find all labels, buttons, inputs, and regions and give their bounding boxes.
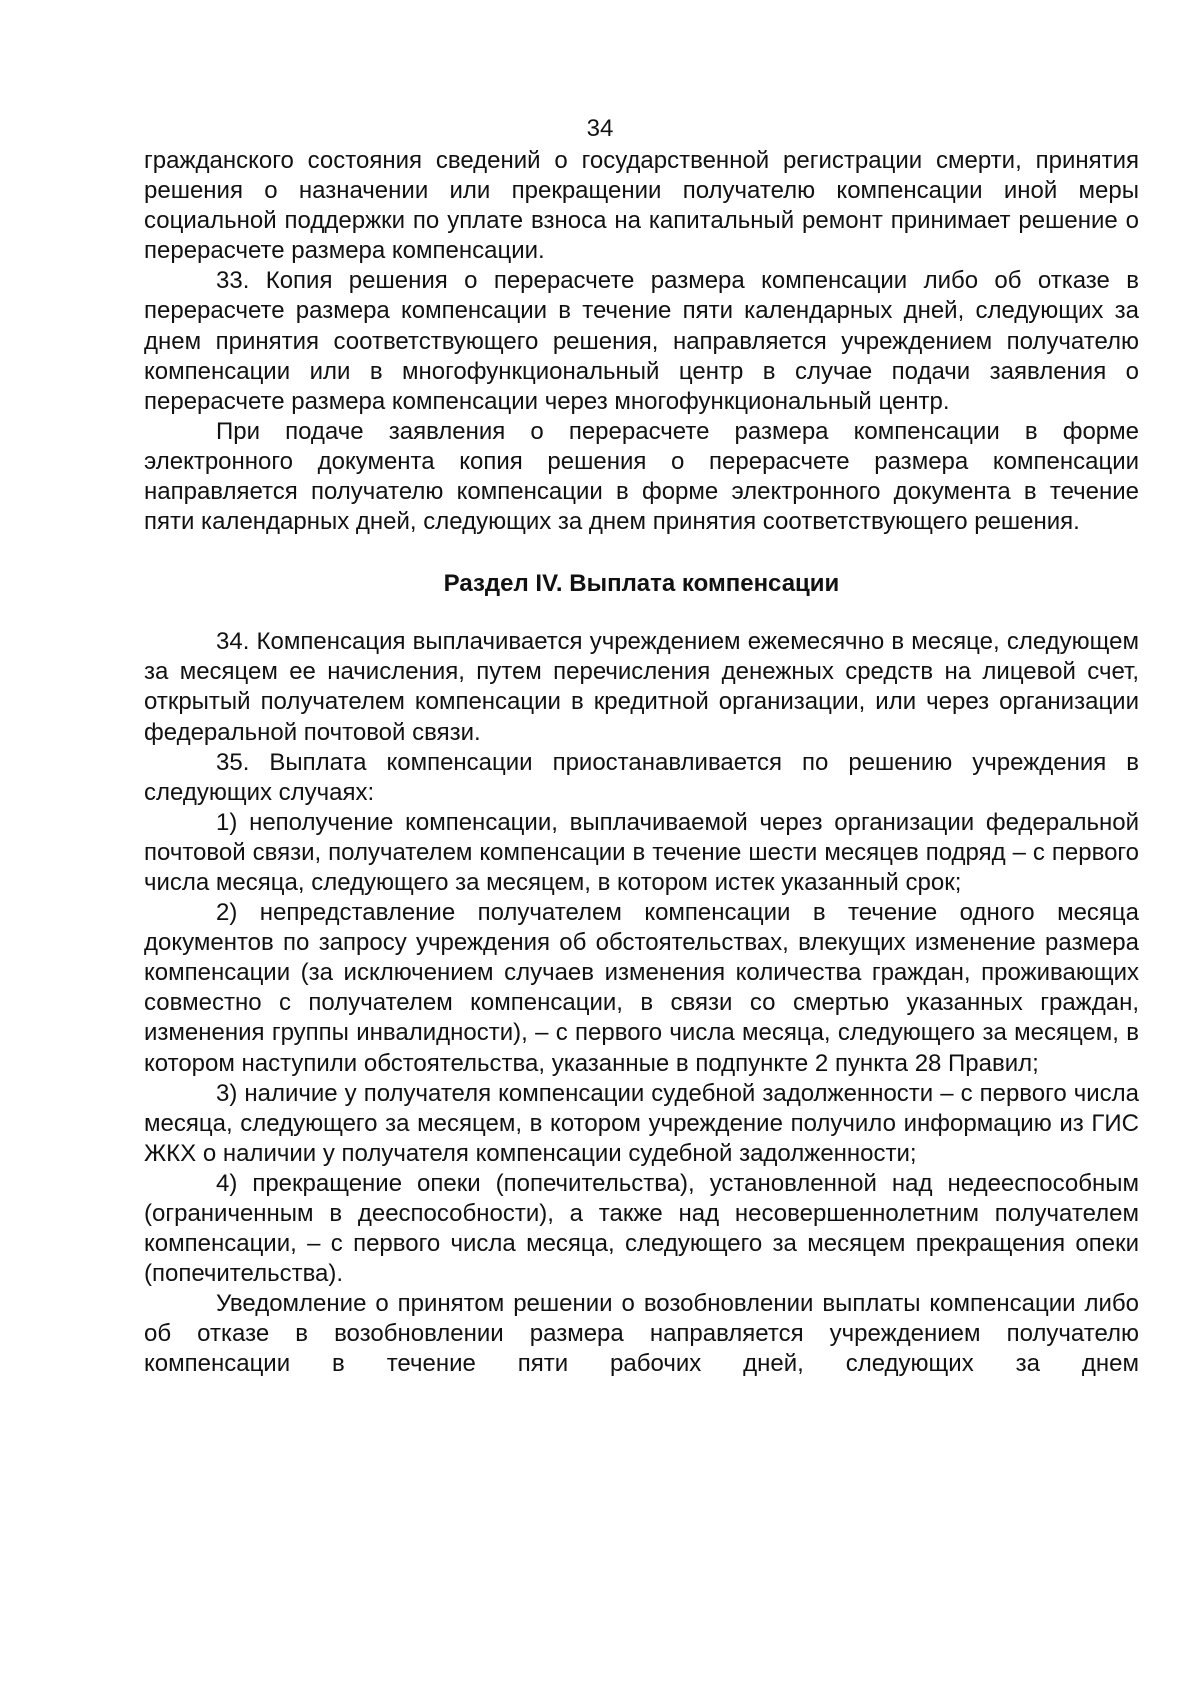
paragraph: 34. Компенсация выплачивается учреждением ежемесячно в месяце, следующем за месяцем ее начисления, путем перечисления денежных средств на лицевой счет, открытый получателем компенсации в кредитной организации, или через организации федеральной почтовой связи. [144,628,1139,746]
paragraph: 4) прекращение опеки (попечительства), установленной над недееспособным (ограниченным в дееспособности), а также над несовершеннолетним получателем компенсации, – с первого числа месяца, следующего за месяцем прекращения опеки (попечительства). [144,1169,1139,1288]
paragraph: Уведомление о принятом решении о возобновлении выплаты компенсации либо об отказе в возобновлении размера направляется учреждением получателю компенсации в течение пяти рабочих дней, следующих за днем [144,1290,1139,1378]
paragraph: 2) непредставление получателем компенсации в течение одного месяца документов по запросу учреждения об обстоятельствах, влекущих изменение размера компенсации (за исключением случаев изменения количества граждан, проживающих совместно с получателем компенсации, в связи со смертью указанных граждан, изменения группы инвалидности), – с первого числа месяца, следующего за месяцем, в котором наступили обстоятельства, указанные в подпункте 2 пункта 28 Правил; [144,899,1139,1077]
paragraph: гражданского состояния сведений о государственной регистрации смерти, принятия решения о назначении или прекращении получателю компенсации иной меры социальной поддержки по уплате взноса на капитальный ремонт принимает решение о перерасчете размера компенсации. [144,147,1139,265]
paragraph: 3) наличие у получателя компенсации судебной задолженности – с первого числа месяца, следующего за месяцем, в котором учреждение получило информацию из ГИС ЖКХ о наличии у получателя компенсации судебной задолженности; [144,1079,1139,1167]
paragraph: 1) неполучение компенсации, выплачиваемой через организации федеральной почтовой связи, получателем компенсации в течение шести месяцев подряд – с первого числа месяца, следующего за месяцем, в котором истек указанный срок; [144,808,1139,896]
section-heading: Раздел IV. Выплата компенсации [443,570,840,598]
page-number: 34 [586,115,614,142]
paragraph: 33. Копия решения о перерасчете размера компенсации либо об отказе в перерасчете размера компенсации в течение пяти календарных дней, следующих за днем принятия соответствующего решения, направляется учреждением получателю компенсации или в многофункциональный центр в случае подачи заявления о перерасчете размера компенсации через многофункциональный центр. [144,267,1139,415]
document-body [144,146,1139,1380]
paragraph: 35. Выплата компенсации приостанавливается по решению учреждения в следующих случаях: [144,748,1139,806]
paragraph: При подаче заявления о перерасчете размера компенсации в форме электронного документа копия решения о перерасчете размера компенсации направляется получателю компенсации в форме электронного документа в течение пяти календарных дней, следующих за днем принятия соответствующего решения. [144,417,1139,536]
paragraphs-after-section [144,627,1139,1379]
paragraphs-before-section [144,146,1139,537]
